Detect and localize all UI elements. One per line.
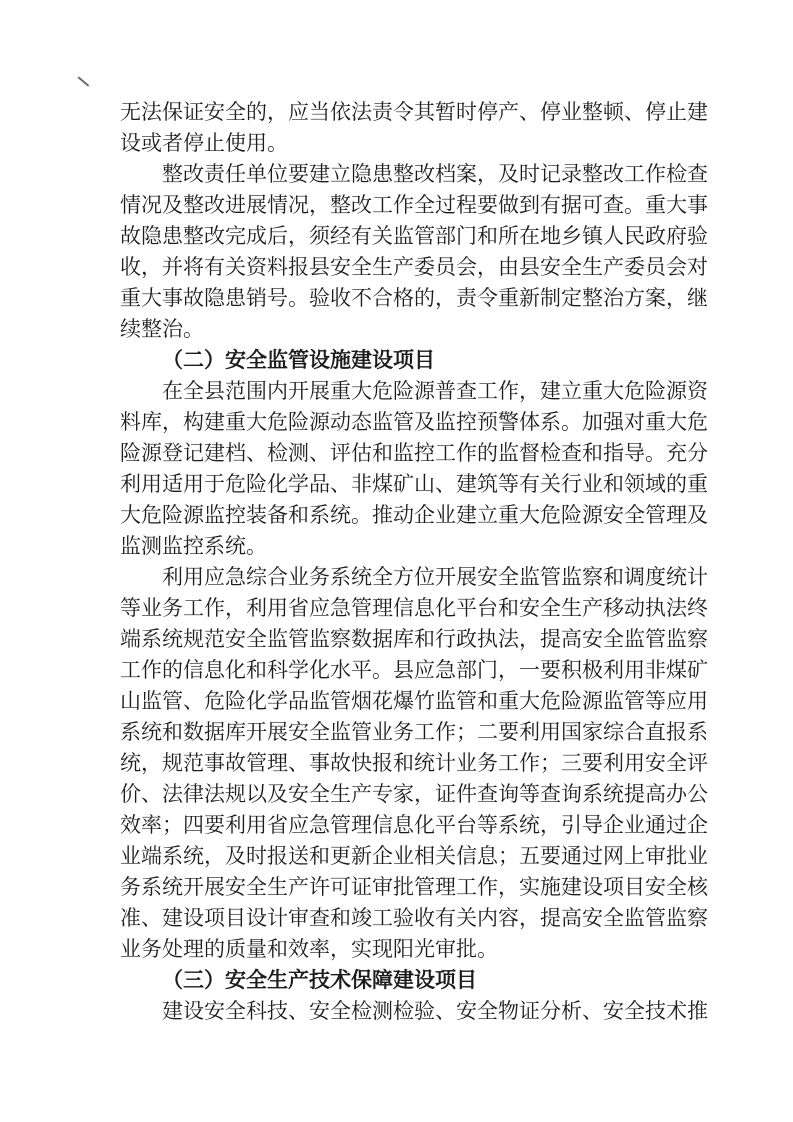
body-paragraph: 整改责任单位要建立隐患整改档案，及时记录整改工作检查情况及整改进展情况，整改工作全过程要做到有据可查。重大事故隐患整改完成后，须经有关监管部门和所在地乡镇人民政府验收，并将有关资料报县安全生产委员会，由县安全生产委员会对重大事故隐患销号。验收不合格的，责令重新制定整治方案，继续整治。 [120, 162, 708, 341]
scan-artifact-mark [78, 74, 92, 88]
body-paragraph: 在全县范围内开展重大危险源普查工作，建立重大危险源资料库，构建重大危险源动态监管及监控预警体系。加强对重大危险源登记建档、检测、评估和监控工作的监督检查和指导。充分利用适用于危险化学品、非煤矿山、建筑等有关行业和领域的重大危险源监控装备和系统。推动企业建立重大危险源安全管理及监测监控系统。 [120, 379, 708, 558]
document-body [120, 97, 708, 1027]
body-paragraph: 无法保证安全的，应当依法责令其暂时停产、停业整顿、停止建设或者停止使用。 [120, 100, 708, 155]
section-heading: （三）安全生产技术保障建设项目 [162, 968, 477, 992]
body-paragraph: 建设安全科技、安全检测检验、安全物证分析、安全技术推 [162, 999, 708, 1023]
body-paragraph: 利用应急综合业务系统全方位开展安全监管监察和调度统计等业务工作，利用省应急管理信息化平台和安全生产移动执法终端系统规范安全监管监察数据库和行政执法，提高安全监管监察工作的信息化和科学化水平。县应急部门，一要积极利用非煤矿山监管、危险化学品监管烟花爆竹监管和重大危险源监管等应用系统和数据库开展安全监管业务工作；二要利用国家综合直报系统，规范事故管理、事故快报和统计业务工作；三要利用安全评价、法律法规以及安全生产专家，证件查询等查询系统提高办公效率；四要利用省应急管理信息化平台等系统，引导企业通过企业端系统，及时报送和更新企业相关信息；五要通过网上审批业务系统开展安全生产许可证审批管理工作，实施建设项目安全核准、建设项目设计审查和竣工验收有关内容，提高安全监管监察业务处理的质量和效率，实现阳光审批。 [120, 565, 708, 961]
section-heading: （二）安全监管设施建设项目 [162, 348, 435, 372]
